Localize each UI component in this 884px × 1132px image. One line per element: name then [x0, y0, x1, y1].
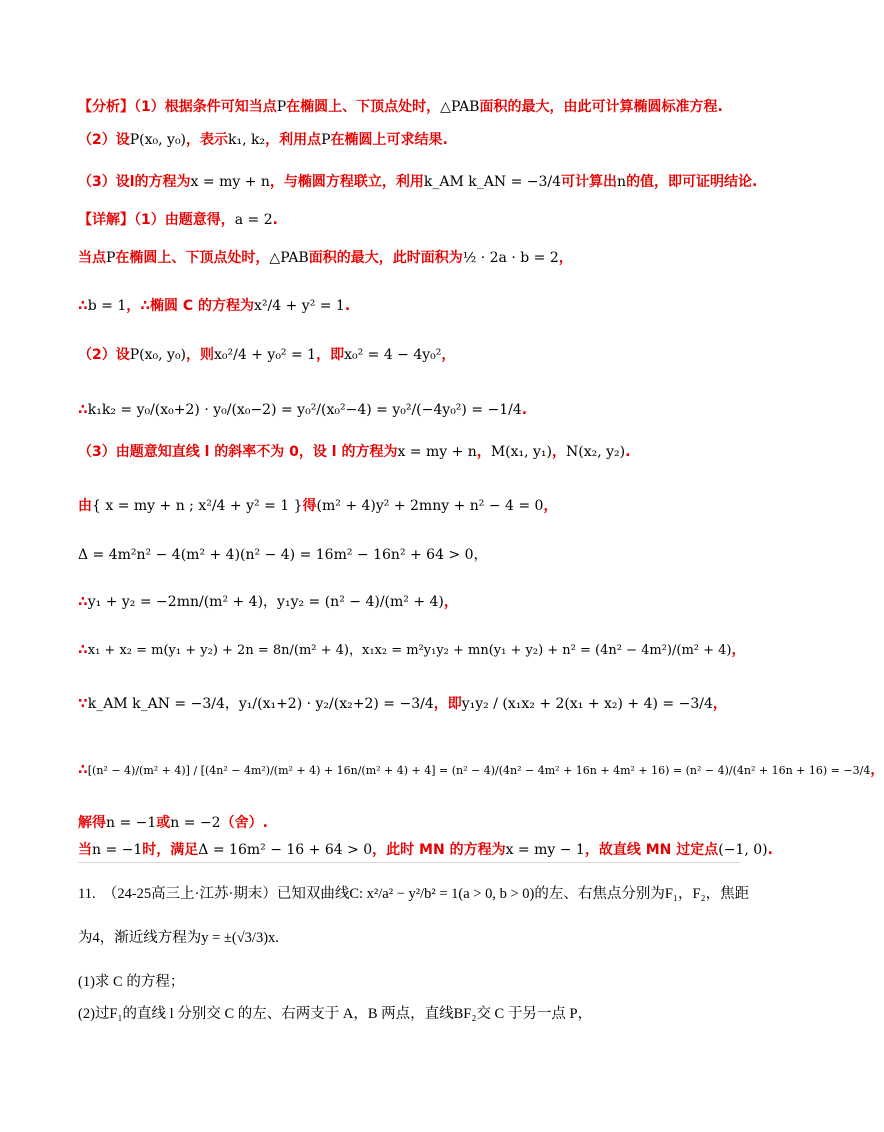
- detail-line-4: （2）设P(x₀, y₀)，则x₀²/4 + y₀² = 1，即x₀² = 4 − 4y₀²，: [78, 347, 456, 363]
- detail-line-8: Δ = 4m²n² − 4(m² + 4)(n² − 4) = 16m² − 16n² + 64 > 0，: [78, 547, 488, 563]
- detail-line-6: （3）由题意知直线 l 的斜率不为 0，设 l 的方程为x = my + n，M(x₁, y₁)，N(x₂, y₂).: [78, 444, 631, 460]
- problem-source: （24-25高三上·江苏·期末）: [102, 886, 277, 902]
- detail-line-10: ∴x₁ + x₂ = m(y₁ + y₂) + 2n = 8n/(m² + 4)，x₁x₂ = m²y₁y₂ + mn(y₁ + y₂) + n² = (4n² − 4m²)/(m² + 4)，: [78, 642, 746, 658]
- detail-line-12: ∴[(n² − 4)/(m² + 4)] / [(4n² − 4m²)/(m² + 4) + 16n/(m² + 4) + 4] = (n² − 4)/(4n² − 4m² + 16n + 4m² + 16) = (n² − 4)/(4n² + 16n + 16) = −3/4，: [78, 762, 884, 778]
- detail-line-9: ∴y₁ + y₂ = −2mn/(m² + 4)，y₁y₂ = (n² − 4)/(m² + 4)，: [78, 594, 458, 610]
- detail-line-7: 由{ x = my + n ; x²/4 + y² = 1 }得(m² + 4)y² + 2mny + n² − 4 = 0，: [78, 498, 558, 514]
- detail-line-5: ∴k₁k₂ = y₀/(x₀+2) · y₀/(x₀−2) = y₀²/(x₀²−4) = y₀²/(−4y₀²) = −1/4.: [78, 402, 528, 418]
- detail-line-11: ∵k_AM k_AN = −3/4，y₁/(x₁+2) · y₂/(x₂+2) = −3/4，即y₁y₂ / (x₁x₂ + 2(x₁ + x₂) + 4) = −3/4，: [78, 696, 727, 712]
- detail-label: 【详解】: [78, 212, 134, 228]
- problem-11-intro: 11. （24-25高三上·江苏·期末）已知双曲线C: x²/a² − y²/b² = 1(a > 0, b > 0)的左、右焦点分别为F₁，F₂，焦距: [78, 886, 750, 902]
- detail-line-13: 解得n = −1或n = −2（舍）.: [78, 815, 268, 831]
- detail-line-14: 当n = −1时，满足Δ = 16m² − 16 + 64 > 0，此时 MN 的方程为x = my − 1，故直线 MN 过定点(−1, 0).: [78, 842, 773, 858]
- detail-line-3: ∴b = 1，∴椭圆 C 的方程为x²/4 + y² = 1.: [78, 298, 351, 314]
- analysis-line-3: （3）设l的方程为x = my + n，与椭圆方程联立，利用k_AM k_AN = −3/4可计算出n的值，即可证明结论.: [78, 174, 758, 190]
- detail-line-2: 当点P在椭圆上、下顶点处时，△PAB面积的最大，此时面积为½ · 2a · b = 2，: [78, 250, 573, 266]
- detail-line-1: 【详解】（1）由题意得，a = 2.: [78, 212, 278, 228]
- analysis-line-1: 【分析】（1）根据条件可知当点P在椭圆上、下顶点处时，△PAB面积的最大，由此可计算椭圆标准方程.: [78, 99, 723, 115]
- problem-number: 11.: [78, 886, 96, 902]
- problem-11-part-2: (2)过F₁的直线 l 分别交 C 的左、右两支于 A，B 两点，直线BF₂交 C 于另一点 P，: [78, 1006, 593, 1022]
- problem-11-intro-2: 为4，渐近线方程为y = ±(√3/3)x.: [78, 930, 279, 946]
- analysis-line-2: （2）设P(x₀, y₀)，表示k₁, k₂，利用点P在椭圆上可求结果.: [78, 132, 448, 148]
- analysis-label: 【分析】: [78, 99, 134, 115]
- separator-line: [78, 862, 740, 863]
- problem-11-part-1: (1)求 C 的方程；: [78, 974, 185, 990]
